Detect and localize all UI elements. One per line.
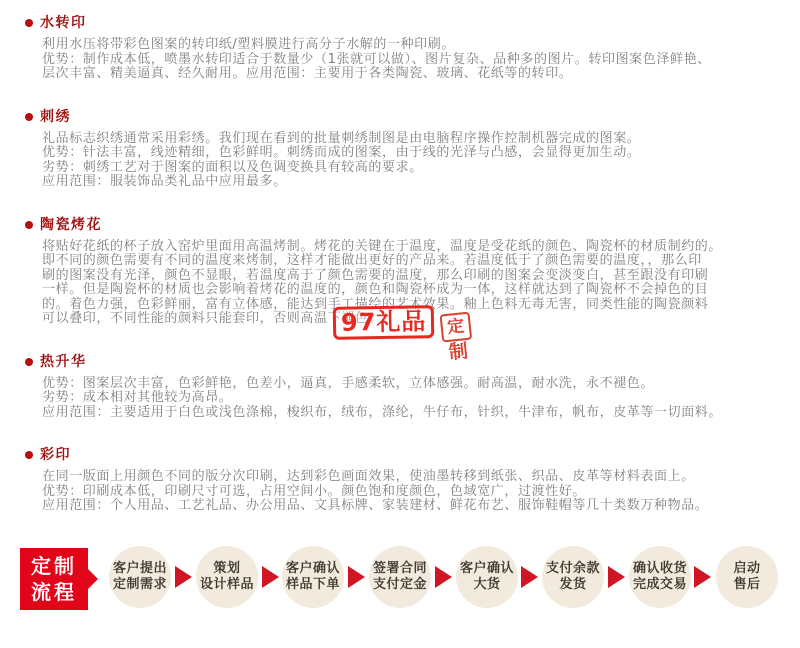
section-title: 刺绣: [40, 108, 71, 125]
flow-step-3: [282, 546, 344, 608]
text-line: 刷的图案没有光泽，颜色不显眼，若温度高于了颜色需要的温度，那么印刷的图案会变淡变白，甚至跟没有印刷: [42, 267, 709, 283]
flow-step-4: [369, 546, 431, 608]
text-line: 应用范围：个人用品、工艺礼品、办公用品、文具标牌、家装建材、鲜花布艺、服饰鞋帽等几十类数万种物品。: [42, 498, 709, 513]
custom-seal-stamp: [435, 311, 478, 365]
flow-title-line: 流程: [31, 580, 77, 604]
bullet-icon: [25, 451, 33, 459]
step-text: 客户提出: [112, 561, 167, 576]
customization-process-flow: [0, 545, 800, 625]
text-line: 层次丰富、精美逼真、经久耐用。应用范围：主要用于各类陶瓷、玻璃、花纸等的转印。: [42, 66, 573, 81]
bullet-icon: [25, 113, 33, 121]
text-line: 将贴好花纸的杯子放入窑炉里面用高温烤制。烤花的关键在于温度，温度是受花纸的颜色、陶瓷杯的材质制约的。: [42, 238, 723, 254]
arrow-right-icon: [348, 566, 365, 588]
step-text: 支付余款: [545, 561, 600, 576]
flow-step-8: [716, 546, 778, 608]
arrow-right-icon: [608, 566, 625, 588]
text-line: 优势：针法丰富，线迹精细，色彩鲜明。刺绣而成的图案，由于线的光泽与凸感，会显得更加生动。: [42, 145, 641, 160]
step-text: 发货: [559, 577, 587, 592]
bullet-icon: [25, 19, 33, 27]
text-line: 利用水压将带彩色图案的转印纸/塑料膜进行高分子水解的一种印刷。: [42, 37, 455, 52]
text-line: 礼品标志织绣通常采用彩绣。我们现在看到的批量刺绣制图是由电脑程序操作控制机器完成的图案。: [42, 130, 641, 146]
step-text: 完成交易: [632, 577, 687, 592]
text-line: 即不同的颜色需要有不同的温度来烤制，这样才能做出更好的产品来。若温度低于了颜色需要的温度，，那么印: [42, 253, 702, 268]
step-text: 大货: [473, 577, 501, 592]
text-line: 劣势：刺绣工艺对于图案的面积以及色调变换具有较高的要求。: [42, 159, 423, 175]
flow-title-badge: [20, 548, 88, 610]
step-text: 客户确认: [459, 561, 514, 576]
text-line: 优势：制作成本低，喷墨水转印适合于数量少（1张就可以做）、图片复杂、品种多的图片。转印图案色泽鲜艳、: [42, 51, 711, 67]
flow-step-1: [109, 546, 171, 608]
section-thermal-sublimation: [25, 355, 790, 421]
section-title-row: [25, 110, 790, 124]
flow-step-7: [629, 546, 691, 608]
flow-step-2: [196, 546, 258, 608]
section-embroidery: [25, 110, 790, 190]
section-title-row: [25, 355, 790, 369]
brand-watermark: 97礼品: [333, 305, 435, 340]
section-water-transfer: [25, 16, 790, 82]
bullet-icon: [25, 221, 33, 229]
section-title: 彩印: [40, 447, 71, 463]
flow-step-5: [456, 546, 518, 608]
text-line: 的。着色力强，色彩鲜丽，富有立体感，能达到手工描绘的艺术效果。釉上色料无毒无害，同类性能的陶瓷颜料: [42, 296, 709, 312]
bullet-icon: [25, 358, 33, 366]
text-line: 在同一版面上用颜色不同的版分次印刷，达到彩色画面效果，使油墨转移到纸张、织品、皮革等材料表面上。: [42, 469, 695, 484]
arrow-right-icon: [694, 566, 711, 588]
text-line: 可以叠印，不同性能的颜料只能套印，否则高温下褪色。: [42, 311, 383, 326]
section-title-row: [25, 218, 790, 232]
step-text: 客户确认: [285, 561, 340, 576]
seal-character-top: 定: [439, 312, 472, 343]
step-text: 策划: [213, 561, 241, 576]
text-line: 一样。但是陶瓷杯的材质也会影响着烤花的温度的，颜色和陶瓷杯成为一体，这样就达到了陶瓷杯不会掉色的目: [42, 282, 709, 297]
section-title-row: [25, 448, 790, 462]
section-body: [42, 470, 790, 514]
step-text: 设计样品: [199, 577, 254, 592]
section-title: 热升华: [40, 353, 87, 370]
step-text: 确认收货: [632, 561, 687, 576]
section-title: 水转印: [40, 15, 87, 31]
text-line: 优势：印刷成本低，印刷尺寸可选，占用空间小。颜色饱和度颜色，色域宽广，过渡性好。: [42, 483, 587, 499]
arrow-right-icon: [435, 566, 452, 588]
step-text: 支付定金: [372, 577, 427, 592]
section-body: [42, 132, 790, 190]
arrow-right-icon: [521, 566, 538, 588]
text-line: 劣势：成本相对其他较为高昂。: [42, 390, 233, 405]
flow-title-line: 定制: [31, 554, 77, 578]
arrow-right-icon: [262, 566, 279, 588]
section-body: [42, 377, 790, 421]
flow-step-6: [542, 546, 604, 608]
text-line: 优势：图案层次丰富，色彩鲜艳，色差小，逼真，手感柔软，立体感强。耐高温，耐水洗，永不褪色。: [42, 375, 655, 391]
step-text: 签署合同: [372, 561, 427, 576]
text-line: 应用范围：服装饰品类礼品中应用最多。: [42, 174, 287, 189]
seal-character-bottom: 制: [447, 339, 470, 364]
step-text: 启动: [733, 561, 761, 576]
section-body: [42, 38, 790, 82]
text-line: 应用范围：主要适用于白色或浅色涤棉，梭织布，绒布，涤纶，牛仔布，针织，牛津布，帆布，皮革等一切面料。: [42, 404, 723, 420]
step-text: 售后: [733, 577, 761, 592]
section-color-printing: [25, 448, 790, 514]
section-title: 陶瓷烤花: [40, 216, 102, 233]
step-text: 定制需求: [112, 577, 167, 592]
section-title-row: [25, 16, 790, 30]
step-text: 样品下单: [285, 577, 340, 592]
process-descriptions: [25, 16, 790, 542]
arrow-right-icon: [175, 566, 192, 588]
